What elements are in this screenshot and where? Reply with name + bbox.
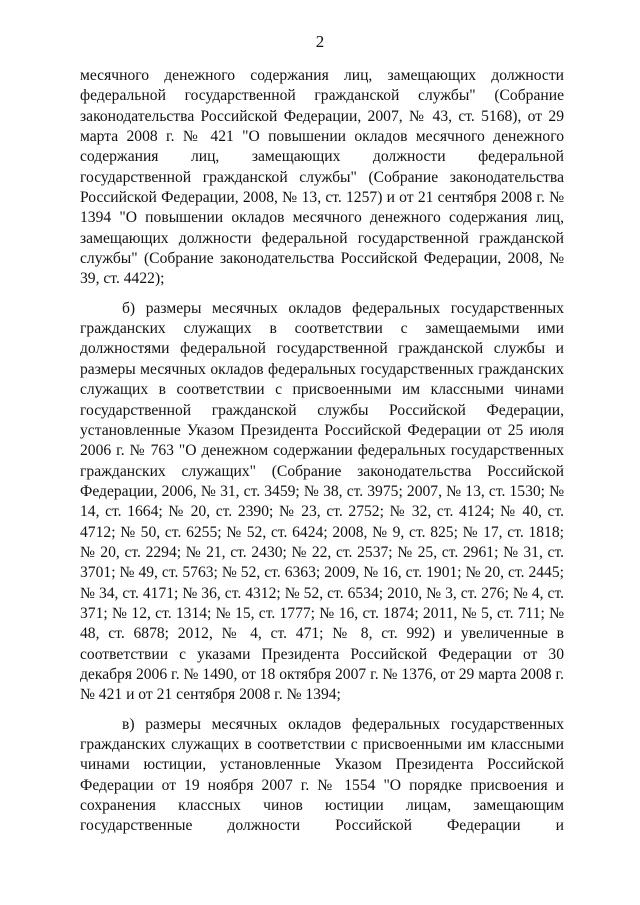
paragraph-v: в) размеры месячных окладов федеральных государственных гражданских служащих в соответствии с присвоенными им классными чинами юстиции, установленные Указом Президента Российской Федерации от 19 ноября 2007 г. № 1554 "О порядке присвоения и сохранения классных чинов юстиции лицам, замещающим государственные должности Российской Федерации и <box>80 715 564 835</box>
page-number: 2 <box>315 32 325 51</box>
paragraph-b: б) размеры месячных окладов федеральных государственных гражданских служащих в соответствии с замещаемыми ими должностями федеральной государственной гражданской службы и размеры месячных окладов федеральных государственных гражданских служащих в соответствии с присвоенными им классными чинами государственной гражданской службы Российской Федерации, установленные Указом Президента Российской Федерации от 25 июля 2006 г. № 763 "О денежном содержании федеральных государственных гражданских служащих" (Собрание законодательства Российской Федерации, 2006, № 31, ст. 3459; № 38, ст. 3975; 2007, № 13, ст. 1530; № 14, ст. 1664; № 20, ст. 2390; № 23, ст. 2752; № 32, ст. 4124; № 40, ст. 4712; № 50, ст. 6255; № 52, ст. 6424; 2008, № 9, ст. 825; № 17, ст. 1818; № 20, ст. 2294; № 21, ст. 2430; № 22, ст. 2537; № 25, ст. 2961; № 31, ст. 3701; № 49, ст. 5763; № 52, ст. 6363; 2009, № 16, ст. 1901; № 20, ст. 2445; № 34, ст. 4171; № 36, ст. 4312; № 52, ст. 6534; 2010, № 3, ст. 276; № 4, ст. 371; № 12, ст. 1314; № 15, ст. 1777; № 16, ст. 1874; 2011, № 5, ст. 711; № 48, ст. 6878; 2012, № 4, ст. 471; № 8, ст. 992) и увеличенные в соответствии с указами Президента Российской Федерации от 30 декабря 2006 г. № 1490, от 18 октября 2007 г. № 1376, от 29 марта 2008 г. № 421 и от 21 сентября 2008 г. № 1394; <box>80 299 564 704</box>
document-body <box>80 66 564 837</box>
paragraph-continuation: месячного денежного содержания лиц, замещающих должности федеральной государственной гражданской службы" (Собрание законодательства Российской Федерации, 2007, № 43, ст. 5168), от 29 марта 2008 г. № 421 "О повышении окладов месячного денежного содержания лиц, замещающих должности федеральной государственной гражданской службы" (Собрание законодательства Российской Федерации, 2008, № 13, ст. 1257) и от 21 сентября 2008 г. № 1394 "О повышении окладов месячного денежного содержания лиц, замещающих должности федеральной государственной гражданской службы" (Собрание законодательства Российской Федерации, 2008, № 39, ст. 4422); <box>80 67 564 288</box>
